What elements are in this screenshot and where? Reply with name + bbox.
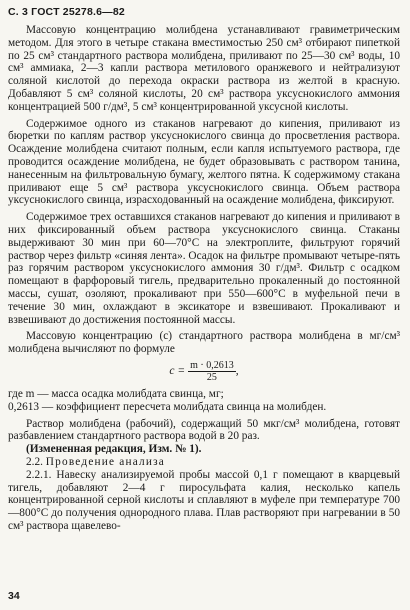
formula-lhs: с = <box>169 365 186 378</box>
section-number: 2.2. <box>26 455 43 468</box>
paragraph-concentration-intro: Массовую концентрацию (с) стандартного раствора молибдена в мг/см³ молибдена вычисляют по формуле <box>8 330 400 356</box>
formula-denominator: 25 <box>206 371 217 383</box>
paragraph-precipitation: Содержимое одного из стаканов нагревают до кипения, приливают из бюретки по каплям раствор уксуснокислого свинца до просветления раствора. Осаждение молибдена считают полным, если капля испытуемого раствора, где проводится осаждение молибдена, не будет образовывать с раствором танина, нанесенным на фильтровальную бумагу, желтого пятна. К содержимому стакана приливают еще 5 см³ раствора уксуснокислого свинца. Объем раствора уксуснокислого свинца, израсходованный на осаждение молибдена, фиксируют. <box>8 117 400 207</box>
page-number: 34 <box>8 590 20 602</box>
section-title: Проведение анализа <box>45 455 165 468</box>
paragraph-analysis: 2.2.1. Навеску анализируемой пробы массой 0,1 г помещают в кварцевый тигель, добавляют 2—4 г пиросульфата калия, несколько капель концентрированной серной кислоты и сплавляют в муфеле при температуре 700—800°С до получения однородного плава. Плав растворяют при нагревании в 50 см³ раствора щавелево- <box>8 468 400 532</box>
formula-end: , <box>235 365 239 378</box>
paragraph-gravimetric: Массовую концентрацию молибдена устанавливают гравиметрическим методом. Для этого в четыре стакана вместимостью 250 см³ отбирают пипеткой по 25 см³ стандартного раствора молибдена, приливают по 25—30 см³ воды, 10 см³ аммиака, 2—3 капли раствора метилового оранжевого и нейтрализуют соляной кислотой до перехода окраски раствора из желтой в красную. Добавляют 5 см³ соляной кислоты, 20 см³ раствора уксуснокислого аммония концентрацией 500 г/дм³, 5 см³ концентрированной уксусной кислоты. <box>8 24 400 113</box>
formula-numerator: m · 0,2613 <box>190 359 234 371</box>
formula-block <box>8 360 400 384</box>
amendment-note: (Измененная редакция, Изм. № 1). <box>26 443 202 456</box>
paragraph-filtration: Содержимое трех оставшихся стаканов нагревают до кипения и приливают в них фиксированный объем раствора уксуснокислого свинца. Стаканы выдерживают 30 мин при 60—70°С на электроплите, фильтруют горячий раствор через фильтр «синяя лента». Осадок на фильтре промывают четыре-пять раз горячим раствором уксуснокислого аммония 30 г/дм³. Фильтр с осадком помещают в фарфоровый тигель, предварительно прокаленный до постоянной массы, сушат, озоляют, прокаливают при 550—600°С в муфельной печи в течение 30 мин, охлаждают в эксикаторе и взвешивают. Прокаливают и взвешивают до достижения постоянной массы. <box>8 211 400 326</box>
paragraph-working-solution: Раствор молибдена (рабочий), содержащий 50 мкг/см³ молибдена, готовят разбавлением стандартного раствора водой в 20 раз. <box>8 417 400 443</box>
concentration-formula <box>169 360 238 383</box>
definition-coefficient: 0,2613 — коэффициент пересчета молибдата свинца на молибден. <box>8 400 327 413</box>
formula-fraction <box>188 360 236 383</box>
page-header: С. 3 ГОСТ 25278.6—82 <box>8 6 125 18</box>
definition-mass: где m — масса осадка молибдата свинца, мг; <box>8 387 224 400</box>
section-heading <box>8 456 400 469</box>
